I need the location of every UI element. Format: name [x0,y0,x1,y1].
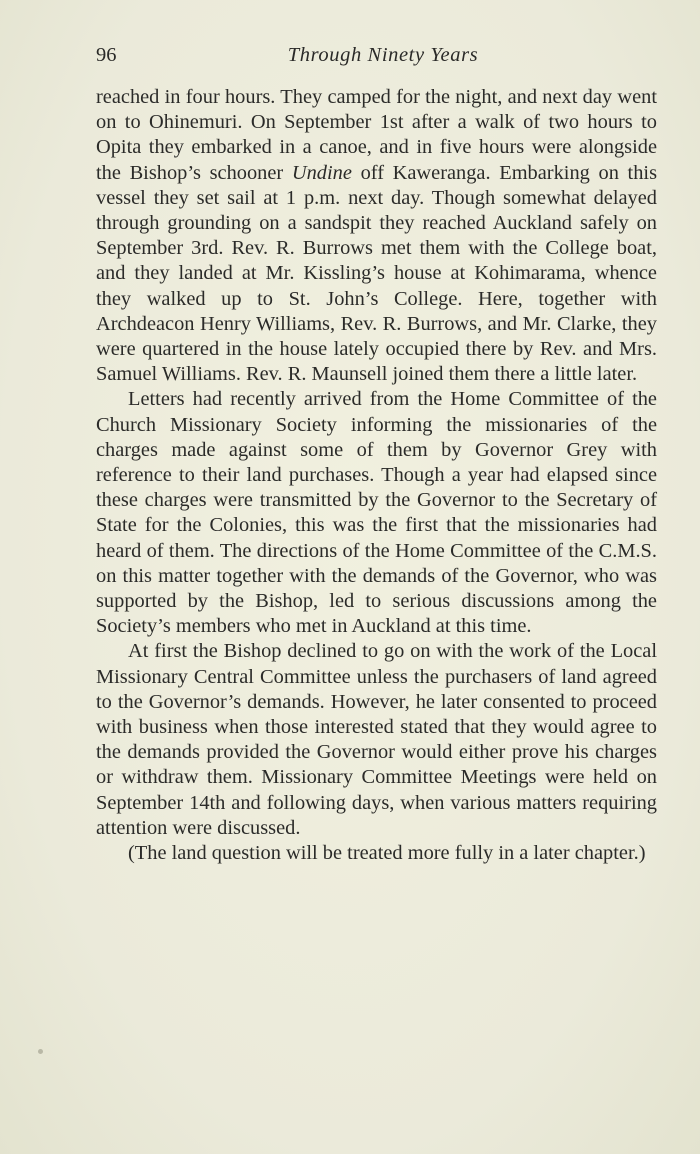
paragraph-1-part-a: reached in four hours. They camped for the night, and next day went on to Ohinemuri. On September 1st after a walk of two hours to Opita they embarked in a canoe, and in five hours were alongside the Bishop’s schooner [96,86,657,184]
paragraph-1 [96,85,657,387]
page-number: 96 [96,44,117,66]
page-header [96,44,658,74]
paragraph-4: (The land question will be treated more fully in a later chapter.) [128,842,646,865]
running-title: Through Ninety Years [287,44,479,66]
ship-name: Undine [291,161,352,184]
margin-speck [38,1049,43,1054]
paragraph-2: Letters had recently arrived from the Home Committee of the Church Missionary Society informing the missionaries of the charges made against some of them by Governor Grey with reference to their land purchases. Though a year had elapsed since these charges were transmitted by the Governor to the Secretary of State for the Colonies, this was the first that the missionaries had heard of them. The directions of the Home Committee of the C.M.S. on this matter together with the demands of the Governor, who was supported by the Bishop, led to serious discussions among the Society’s members who met in Auckland at this time. [96,388,657,638]
paragraph-3: At first the Bishop declined to go on with the work of the Local Missionary Central Committee unless the purchasers of land agreed to the Governor’s demands. However, he later consented to proceed with business when those interested stated that they would agree to the demands provided the Governor would either prove his charges or withdraw them. Missionary Committee Meetings were held on September 14th and following days, when various matters requiring attention were discussed. [96,640,657,839]
paragraph-1-part-b: off Kaweranga. Embarking on this vessel they set sail at 1 p.m. next day. Though somewhat delayed through grounding on a sandspit they reached Auckland safely on September 3rd. Rev. R. Burrows met them with the College boat, and they landed at Mr. Kissling’s house at Kohimarama, whence they walked up to St. John’s College. Here, together with Archdeacon Henry Williams, Rev. R. Burrows, and Mr. Clarke, they were quartered in the house lately occupied there by Rev. and Mrs. Samuel Williams. Rev. R. Maunsell joined them there a little later. [96,161,658,386]
body-text [96,85,657,866]
